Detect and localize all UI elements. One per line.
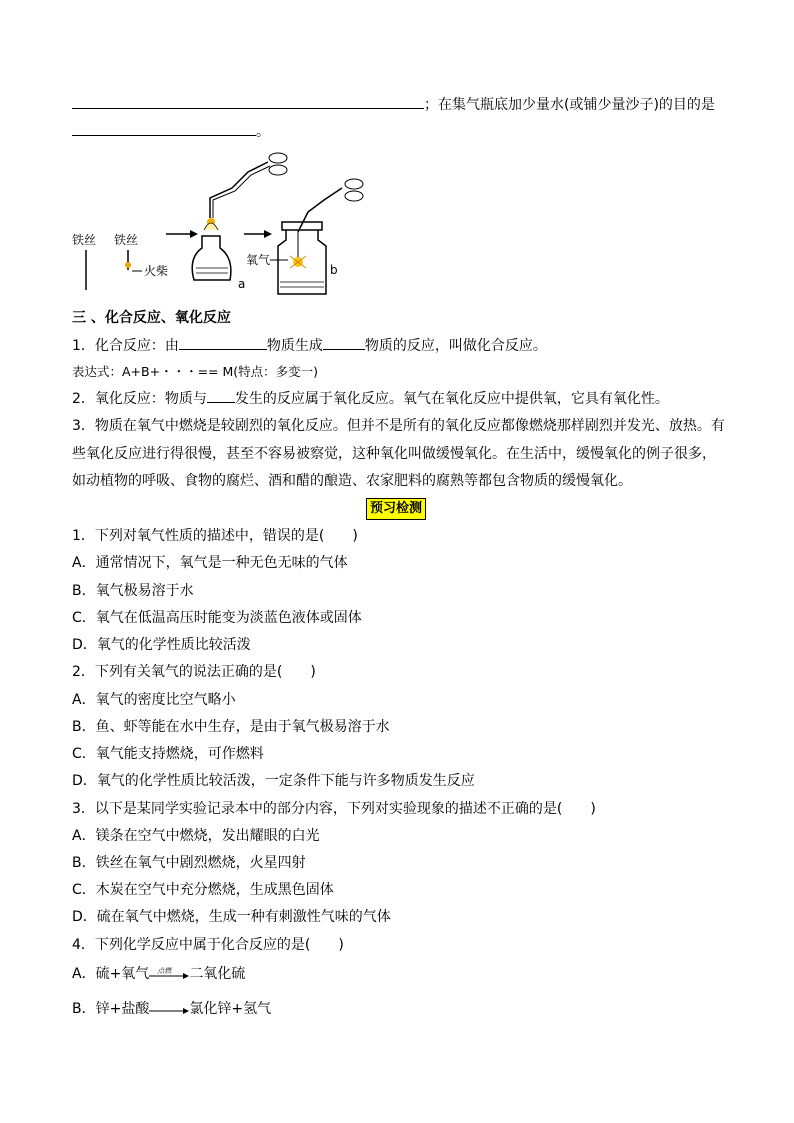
reactants-a: A．硫+氧气 — [72, 966, 150, 982]
question-option[interactable]: B．鱼、虾等能在水中生存，是由于氧气极易溶于水 — [72, 719, 390, 735]
product-b: 氯化锌+氢气 — [189, 1001, 272, 1017]
paragraph-3-line-2: 些氧化反应进行得很慢，甚至不容易被察觉，这种氧化叫做缓慢氧化。在生活中，缓慢氧化的例子很多， — [72, 446, 716, 462]
question-option[interactable]: B．铁丝在氧气中剧烈燃烧，火星四射 — [72, 855, 306, 871]
p1-text-c: 物质的反应，叫做化合反应。 — [364, 338, 547, 354]
question-option[interactable]: C．木炭在空气中充分燃烧，生成黑色固体 — [72, 882, 334, 898]
answer-blank[interactable] — [323, 335, 365, 350]
experiment-figure — [72, 148, 392, 298]
tongs-icon — [298, 188, 342, 232]
question-option[interactable]: C．氧气能支持燃烧，可作燃料 — [72, 746, 264, 762]
answer-blank[interactable] — [207, 388, 235, 403]
p2-text-b: 发生的反应属于氧化反应。氧气在氧化反应中提供氧，它具有氧化性。 — [234, 391, 669, 407]
paragraph-1 — [72, 335, 547, 356]
section-title: 三 、化合反应、氧化反应 — [72, 310, 231, 326]
reaction-arrow-icon — [149, 967, 189, 981]
question-option[interactable]: D．硫在氧气中燃烧，生成一种有刺激性气味的气体 — [72, 909, 391, 925]
paragraph-2 — [72, 388, 669, 409]
match-icon — [125, 262, 131, 268]
reaction-condition: 点燃 — [157, 967, 172, 975]
label-iron-wire-1: 铁丝 — [72, 233, 97, 247]
label-oxygen: 氧气 — [246, 253, 271, 267]
intro-text-1: ；在集气瓶底加少量水(或铺少量沙子)的目的是 — [424, 97, 715, 113]
intro-text-2: 。 — [256, 124, 270, 140]
question-option[interactable] — [72, 999, 271, 1019]
answer-blank[interactable] — [72, 121, 256, 136]
intro-line-2 — [72, 121, 270, 142]
expression-line: 表达式：A+B+・・・== M(特点：多变一) — [72, 364, 319, 379]
question-stem: 2．下列有关氧气的说法正确的是( ) — [72, 664, 316, 680]
question-option[interactable]: B．氧气极易溶于水 — [72, 583, 194, 599]
paragraph-3-line-1: 3．物质在氧气中燃烧是较剧烈的氧化反应。但并不是所有的氧化反应都像燃烧那样剧烈并发光、放热。有 — [72, 418, 725, 434]
label-match: 火柴 — [144, 264, 169, 278]
p1-text-b: 物质生成 — [266, 338, 323, 354]
question-option[interactable]: A．通常情况下，氧气是一种无色无味的气体 — [72, 555, 348, 571]
label-iron-wire-2: 铁丝 — [114, 233, 139, 247]
answer-blank[interactable] — [179, 335, 267, 350]
question-option[interactable]: A．镁条在空气中燃烧，发出耀眼的白光 — [72, 828, 320, 844]
question-option[interactable]: D．氧气的化学性质比较活泼，一定条件下能与许多物质发生反应 — [72, 773, 475, 789]
tongs-icon — [210, 162, 268, 218]
iron-combustion-diagram — [72, 148, 392, 298]
product-a: 二氧化硫 — [189, 966, 246, 982]
answer-blank[interactable] — [72, 94, 424, 109]
p2-text-a: 2．氧化反应：物质与 — [72, 391, 207, 407]
question-stem: 1．下列对氧气性质的描述中，错误的是( ) — [72, 528, 358, 544]
reactants-b: B．锌+盐酸 — [72, 1001, 150, 1017]
paragraph-3-line-3: 如动植物的呼吸、食物的腐烂、酒和醋的酿造、农家肥料的腐熟等都包含物质的缓慢氧化。 — [72, 473, 632, 489]
arrow-right-icon — [264, 230, 272, 238]
p1-text-a: 1．化合反应：由 — [72, 338, 179, 354]
reaction-arrow-icon — [149, 1002, 189, 1016]
question-stem: 3．以下是某同学实验记录本中的部分内容，下列对实验现象的描述不正确的是( ) — [72, 801, 596, 817]
question-option[interactable]: C．氧气在低温高压时能变为淡蓝色液体或固体 — [72, 610, 362, 626]
preview-check-badge: 预习检测 — [366, 498, 426, 520]
label-b: b — [330, 263, 338, 277]
question-option[interactable]: A．氧气的密度比空气略小 — [72, 692, 236, 708]
arrow-right-icon — [190, 230, 198, 238]
question-option[interactable] — [72, 964, 245, 984]
label-a: a — [238, 277, 246, 291]
intro-line-1 — [72, 94, 715, 115]
question-option[interactable]: D．氧气的化学性质比较活泼 — [72, 637, 251, 653]
question-stem: 4．下列化学反应中属于化合反应的是( ) — [72, 937, 344, 953]
